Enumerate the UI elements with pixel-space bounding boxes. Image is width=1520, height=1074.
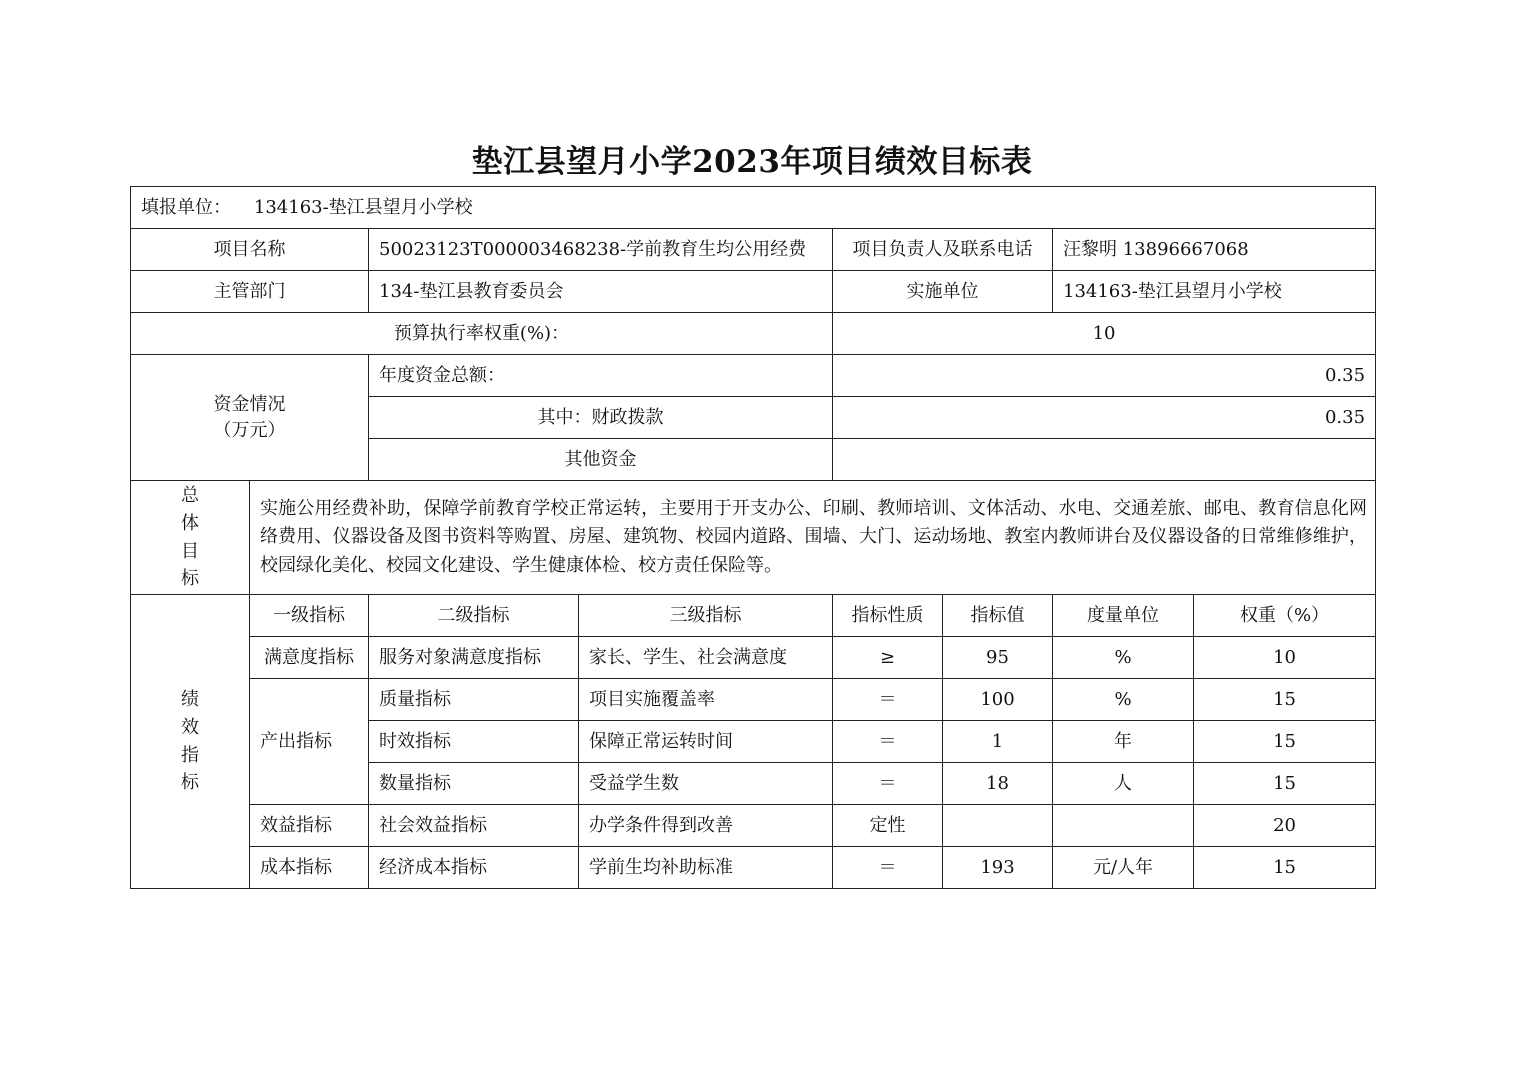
header-nature: 指标性质 [833,595,943,637]
fill-unit-value: 134163-垫江县望月小学校 [253,196,473,218]
header-level1: 一级指标 [250,595,369,637]
indicator-level3: 受益学生数 [579,763,833,805]
funds-other-label: 其他资金 [369,439,833,481]
table-row [131,805,1376,847]
indicator-header-row [131,595,1376,637]
table-row [131,679,1376,721]
indicator-nature: 定性 [833,805,943,847]
goal-label-char: 体 [181,512,199,534]
goal-label-char: 目 [181,540,199,562]
indicator-nature: ＝ [833,721,943,763]
performance-target-table [130,186,1376,889]
indicator-value [943,805,1053,847]
indicator-level3: 家长、学生、社会满意度 [579,637,833,679]
funds-label [131,355,369,481]
header-value: 指标值 [943,595,1053,637]
indicator-level3: 项目实施覆盖率 [579,679,833,721]
indicator-level1: 效益指标 [250,805,369,847]
project-name-row [131,229,1376,271]
indicator-unit: 元/人年 [1053,847,1194,889]
header-level3: 三级指标 [579,595,833,637]
funds-total-label: 年度资金总额： [369,355,833,397]
indicator-level2: 时效指标 [369,721,579,763]
indicator-weight: 20 [1194,805,1376,847]
indicator-weight: 15 [1194,721,1376,763]
funds-label-line2: （万元） [213,419,286,441]
indicator-label-char: 标 [181,772,199,794]
department-label: 主管部门 [131,271,369,313]
funds-fiscal-label: 其中：财政拨款 [369,397,833,439]
indicator-value: 95 [943,637,1053,679]
fill-unit-row [131,187,1376,229]
contact-label: 项目负责人及联系电话 [833,229,1053,271]
indicator-value: 18 [943,763,1053,805]
budget-rate-label: 预算执行率权重(%)： [131,313,833,355]
indicator-nature: ＝ [833,679,943,721]
indicator-unit: % [1053,637,1194,679]
goal-label-char: 标 [181,568,199,590]
indicator-level1: 产出指标 [250,679,369,805]
header-unit: 度量单位 [1053,595,1194,637]
indicator-nature: ＝ [833,763,943,805]
funds-fiscal-value: 0.35 [833,397,1376,439]
indicator-weight: 10 [1194,637,1376,679]
indicator-value: 1 [943,721,1053,763]
indicator-level2: 服务对象满意度指标 [369,637,579,679]
indicator-level3: 学前生均补助标准 [579,847,833,889]
indicator-level2: 社会效益指标 [369,805,579,847]
indicators-label [131,595,250,889]
indicator-level1: 成本指标 [250,847,369,889]
fill-unit-label: 填报单位： [141,196,231,218]
funds-label-line1: 资金情况 [213,393,286,415]
indicator-level3: 办学条件得到改善 [579,805,833,847]
indicator-nature: ≥ [833,637,943,679]
budget-rate-row [131,313,1376,355]
goal-label-char: 总 [181,484,199,506]
fill-unit-cell [131,187,1376,229]
funds-other-value [833,439,1376,481]
indicator-value: 193 [943,847,1053,889]
table-row [131,847,1376,889]
project-name-value: 50023123T000003468238-学前教育生均公用经费 [369,229,833,271]
indicator-level2: 数量指标 [369,763,579,805]
header-level2: 二级指标 [369,595,579,637]
overall-goal-label [131,481,250,595]
funds-total-row [131,355,1376,397]
overall-goal-row [131,481,1376,595]
indicator-label-char: 绩 [181,688,199,710]
funds-total-value: 0.35 [833,355,1376,397]
contact-value: 汪黎明 13896667068 [1053,229,1376,271]
page-title: 垫江县望月小学2023年项目绩效目标表 [471,144,1033,180]
indicator-unit: 人 [1053,763,1194,805]
indicator-weight: 15 [1194,847,1376,889]
indicator-unit: 年 [1053,721,1194,763]
indicator-value: 100 [943,679,1053,721]
indicator-nature: ＝ [833,847,943,889]
indicator-unit: % [1053,679,1194,721]
project-name-label: 项目名称 [131,229,369,271]
indicator-weight: 15 [1194,763,1376,805]
indicator-label-char: 效 [181,716,199,738]
indicator-unit [1053,805,1194,847]
department-row [131,271,1376,313]
indicator-level2: 经济成本指标 [369,847,579,889]
header-weight: 权重（%） [1194,595,1376,637]
table-row [131,637,1376,679]
indicator-label-char: 指 [181,744,199,766]
budget-rate-value: 10 [833,313,1376,355]
overall-goal-text: 实施公用经费补助，保障学前教育学校正常运转，主要用于开支办公、印刷、教师培训、文体活动、水电、交通差旅、邮电、教育信息化网络费用、仪器设备及图书资料等购置、房屋、建筑物、校园内道路、围墙、大门、运动场地、教室内教师讲台及仪器设备的日常维修维护，校园绿化美化、校园文化建设、学生健康体检、校方责任保险等。 [250,481,1376,595]
indicator-level3: 保障正常运转时间 [579,721,833,763]
implementing-unit-label: 实施单位 [833,271,1053,313]
indicator-weight: 15 [1194,679,1376,721]
implementing-unit-value: 134163-垫江县望月小学校 [1053,271,1376,313]
department-value: 134-垫江县教育委员会 [369,271,833,313]
indicator-level1: 满意度指标 [250,637,369,679]
indicator-level2: 质量指标 [369,679,579,721]
